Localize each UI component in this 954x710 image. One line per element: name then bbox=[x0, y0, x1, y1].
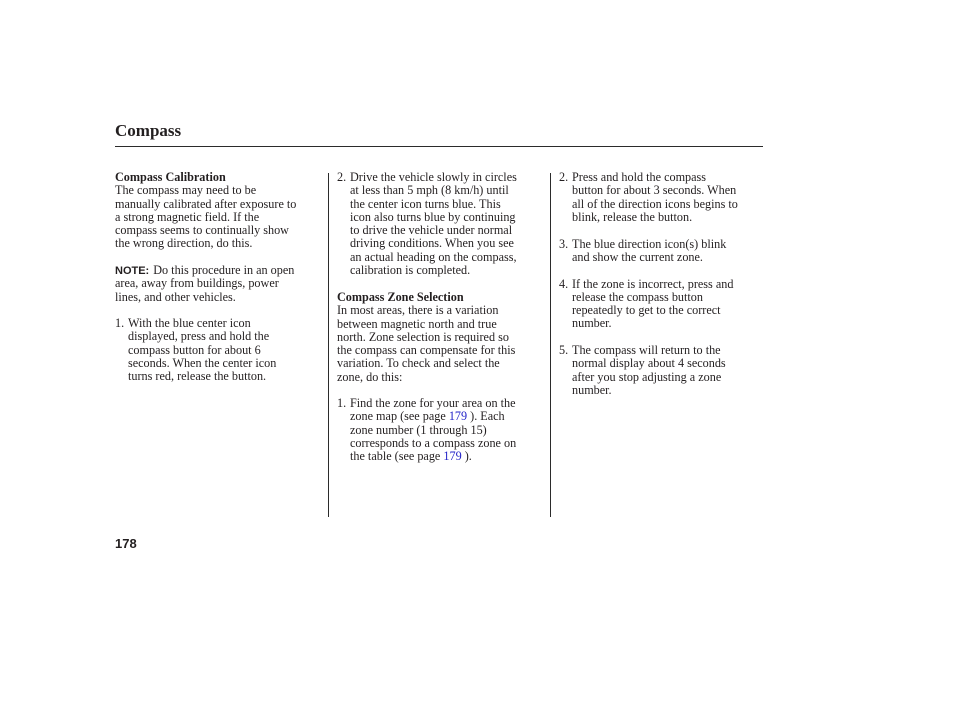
text-fragment: ). Each bbox=[467, 409, 505, 424]
page-179-link[interactable]: 179 bbox=[448, 409, 468, 424]
zone-step-3 bbox=[559, 238, 764, 265]
title-rule bbox=[115, 146, 763, 147]
text-line: the compass can compensate for this bbox=[337, 343, 516, 358]
text-line: release the compass button bbox=[572, 289, 703, 304]
page-title: Compass bbox=[115, 121, 182, 140]
text-line: number. bbox=[572, 316, 612, 331]
text-line: In most areas, there is a variation bbox=[337, 303, 499, 318]
text-line: number. bbox=[572, 382, 612, 397]
text-line: at less than 5 mph (8 km/h) until bbox=[350, 183, 509, 198]
text-line bbox=[350, 450, 547, 463]
zone-step-2 bbox=[559, 171, 764, 224]
text-line: area, away from buildings, power bbox=[115, 276, 279, 291]
section-heading-calibration: Compass Calibration bbox=[115, 170, 226, 184]
text-line: manually calibrated after exposure to bbox=[115, 196, 297, 211]
text-fragment: the table (see page bbox=[350, 449, 444, 464]
text-line: normal display about 4 seconds bbox=[572, 356, 726, 371]
step-number: 5. bbox=[559, 343, 569, 357]
text-line: all of the direction icons begins to bbox=[572, 196, 738, 211]
step-number: 2. bbox=[337, 170, 347, 184]
page-179-link[interactable]: 179 bbox=[443, 449, 462, 464]
calibration-step-2 bbox=[337, 171, 547, 277]
text-line: the wrong direction, do this. bbox=[115, 236, 253, 251]
text-line: calibration is completed. bbox=[350, 263, 471, 278]
text-line: compass button for about 6 bbox=[128, 342, 261, 357]
text-line: the center icon turns blue. This bbox=[350, 196, 501, 211]
text-line: Press and hold the compass bbox=[572, 170, 707, 184]
text-line: between magnetic north and true bbox=[337, 316, 497, 331]
calibration-section bbox=[115, 171, 325, 251]
text-line: The compass may need to be bbox=[115, 183, 257, 198]
step-number: 2. bbox=[559, 170, 569, 184]
text-line: zone, do this: bbox=[337, 369, 403, 384]
text-line: an actual heading on the compass, bbox=[350, 249, 517, 264]
text-line: after you stop adjusting a zone bbox=[572, 369, 722, 384]
text-line: zone number (1 through 15) bbox=[350, 422, 487, 437]
text-line: If the zone is incorrect, press and bbox=[572, 276, 734, 291]
zone-step-4 bbox=[559, 278, 764, 331]
text-line: seconds. When the center icon bbox=[128, 355, 277, 370]
step-number: 4. bbox=[559, 276, 569, 291]
zone-step-1 bbox=[337, 397, 547, 463]
note-paragraph bbox=[115, 264, 325, 304]
text-line bbox=[350, 410, 547, 423]
text-line: blink, release the button. bbox=[572, 209, 693, 224]
section-heading-zone-selection: Compass Zone Selection bbox=[337, 290, 464, 304]
step-number: 1. bbox=[115, 316, 125, 330]
text-line: displayed, press and hold the bbox=[128, 329, 270, 344]
step-number: 1. bbox=[337, 396, 347, 410]
text-line: With the blue center icon bbox=[128, 316, 251, 330]
text-line: north. Zone selection is required so bbox=[337, 329, 509, 344]
text-line: compass seems to continually show bbox=[115, 223, 289, 238]
text-line: button for about 3 seconds. When bbox=[572, 183, 737, 198]
text-line: The compass will return to the bbox=[572, 343, 721, 357]
calibration-step-1 bbox=[115, 317, 325, 383]
text-fragment: ). bbox=[461, 449, 472, 464]
page-number: 178 bbox=[115, 536, 137, 551]
column-divider-1 bbox=[328, 173, 329, 517]
text-line: The blue direction icon(s) blink bbox=[572, 236, 727, 251]
text-line: repeatedly to get to the correct bbox=[572, 303, 721, 318]
text-line: corresponds to a compass zone on bbox=[350, 435, 517, 450]
text-line: driving conditions. When you see bbox=[350, 236, 514, 251]
text-line bbox=[115, 264, 325, 277]
text-line: a strong magnetic field. If the bbox=[115, 209, 260, 224]
note-text: Do this procedure in an open bbox=[153, 263, 295, 277]
zone-selection-section bbox=[337, 291, 547, 384]
note-label: NOTE: bbox=[115, 265, 150, 277]
text-line: variation. To check and select the bbox=[337, 356, 500, 371]
step-number: 3. bbox=[559, 236, 569, 251]
text-line: lines, and other vehicles. bbox=[115, 289, 236, 304]
text-line: Drive the vehicle slowly in circles bbox=[350, 170, 517, 184]
text-line: turns red, release the button. bbox=[128, 369, 267, 384]
text-line: and show the current zone. bbox=[572, 249, 703, 264]
text-line: icon also turns blue by continuing bbox=[350, 209, 516, 224]
column-divider-2 bbox=[550, 173, 551, 517]
zone-step-5 bbox=[559, 344, 764, 397]
text-line: to drive the vehicle under normal bbox=[350, 223, 513, 238]
text-fragment: zone map (see page bbox=[350, 409, 449, 424]
text-line: Find the zone for your area on the bbox=[350, 396, 516, 410]
